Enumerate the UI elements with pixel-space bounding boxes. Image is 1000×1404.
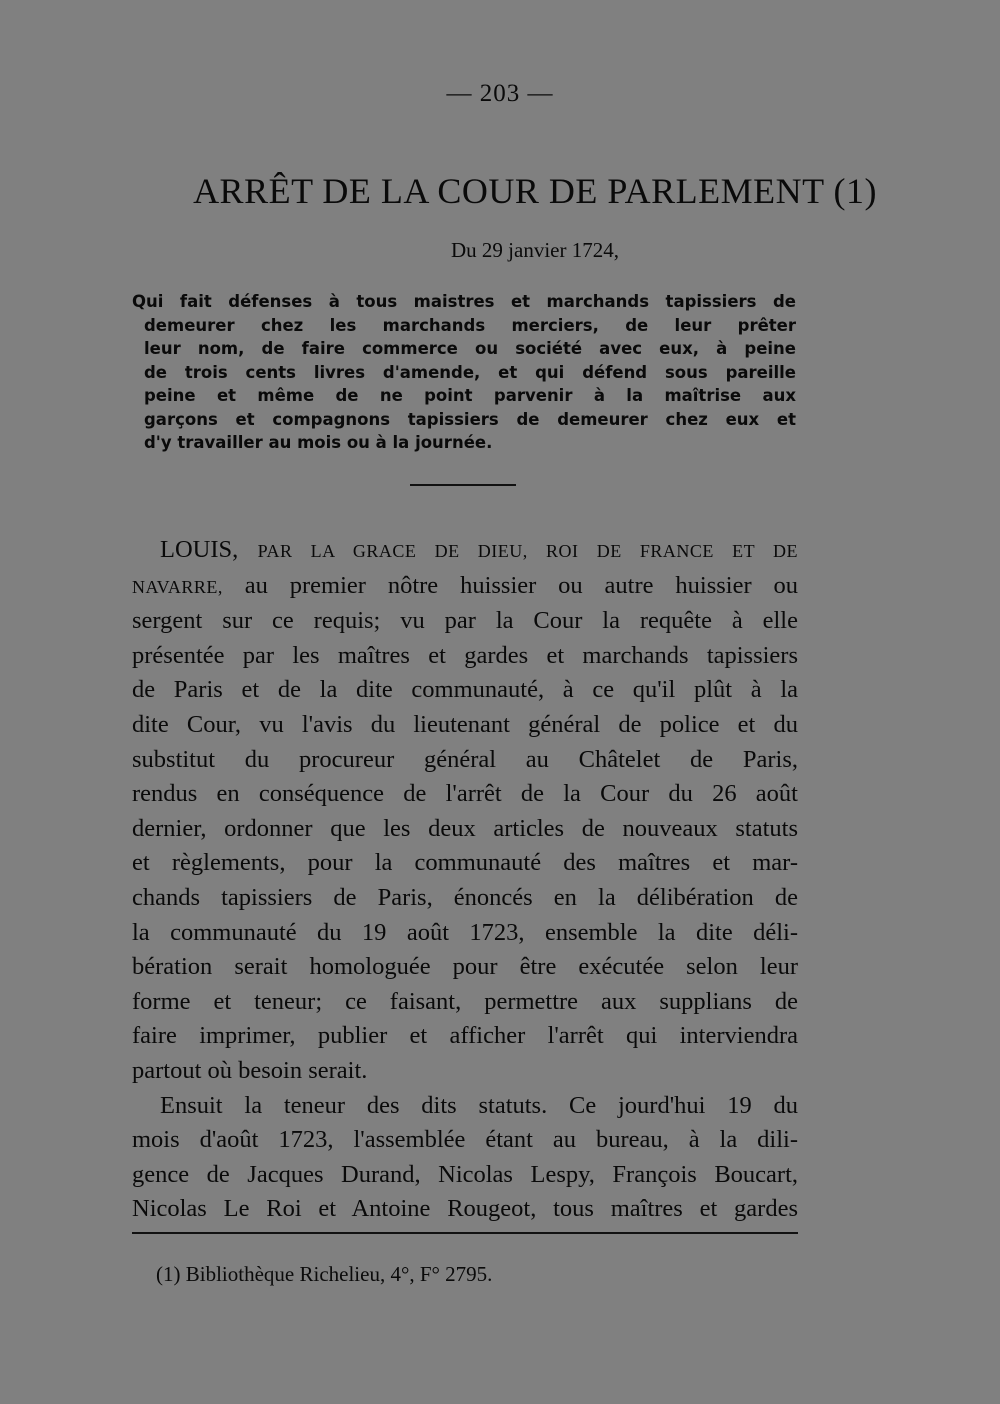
section-divider (410, 484, 516, 486)
body-line: Ensuit la teneur des dits statuts. Ce jourd'hui 19 du (160, 1091, 798, 1119)
summary-block (132, 290, 796, 455)
summary-line: d'y travailler au mois ou à la journée. (144, 433, 493, 452)
body-line: de Paris et de la dite communauté, à ce qu'il plût à la (132, 676, 798, 704)
body-line: dernier, ordonner que les deux articles de nouveaux statuts (132, 814, 798, 842)
body-line: substitut du procureur général au Châtelet de Paris, (132, 745, 798, 773)
summary-line: Qui fait défenses à tous maistres et marchands tapissiers de (132, 292, 796, 311)
body-line: faire imprimer, publier et afficher l'arrêt qui interviendra (132, 1022, 798, 1050)
body-line: mois d'août 1723, l'assemblée étant au bureau, à la dili- (132, 1126, 798, 1154)
body-line: forme et teneur; ce faisant, permettre aux supplians de (132, 987, 798, 1015)
footnote-divider (132, 1232, 798, 1234)
document-title: ARRÊT DE LA COUR DE PARLEMENT (1) (193, 171, 877, 211)
body-line: la communauté du 19 août 1723, ensemble la dite déli- (132, 918, 798, 946)
summary-line: peine et même de ne point parvenir à la maîtrise aux (144, 386, 796, 405)
opening-smallcaps: PAR LA GRACE DE DIEU, ROI DE FRANCE ET DE (257, 541, 798, 561)
document-date: Du 29 janvier 1724, (451, 238, 619, 262)
summary-line: demeurer chez les marchands merciers, de leur prêter (144, 315, 796, 335)
body-line-rest: au premier nôtre huissier ou autre huissier ou (244, 571, 798, 599)
body-line (132, 569, 798, 605)
body-text (132, 533, 798, 1227)
body-line: Nicolas Le Roi et Antoine Rougeot, tous maîtres et gardes (132, 1195, 798, 1223)
summary-line: de trois cents livres d'amende, et qui défend sous pareille (144, 362, 796, 382)
summary-line: leur nom, de faire commerce ou société avec eux, à peine (144, 339, 796, 358)
summary-line: garçons et compagnons tapissiers de demeurer chez eux et (144, 409, 796, 429)
opening-word: LOUIS, (160, 536, 239, 563)
body-line: gence de Jacques Durand, Nicolas Lespy, François Boucart, (132, 1160, 798, 1188)
body-line: et règlements, pour la communauté des maîtres et mar- (132, 849, 798, 877)
body-line: partout où besoin serait. (132, 1056, 368, 1084)
navarre-smallcaps: NAVARRE, (132, 576, 223, 597)
page-number: — 203 — (446, 80, 554, 107)
body-line: dite Cour, vu l'avis du lieutenant général de police et du (132, 710, 798, 738)
body-line: rendus en conséquence de l'arrêt de la Cour du 26 août (132, 780, 798, 808)
body-line: chands tapissiers de Paris, énoncés en la délibération de (132, 883, 798, 911)
body-line: sergent sur ce requis; vu par la Cour la requête à elle (132, 607, 798, 635)
body-line: présentée par les maîtres et gardes et marchands tapissiers (132, 641, 798, 669)
footnote: (1) Bibliothèque Richelieu, 4°, F° 2795. (156, 1262, 493, 1286)
body-line: bération serait homologuée pour être exécutée selon leur (132, 953, 798, 981)
body-line-opening (132, 533, 798, 569)
